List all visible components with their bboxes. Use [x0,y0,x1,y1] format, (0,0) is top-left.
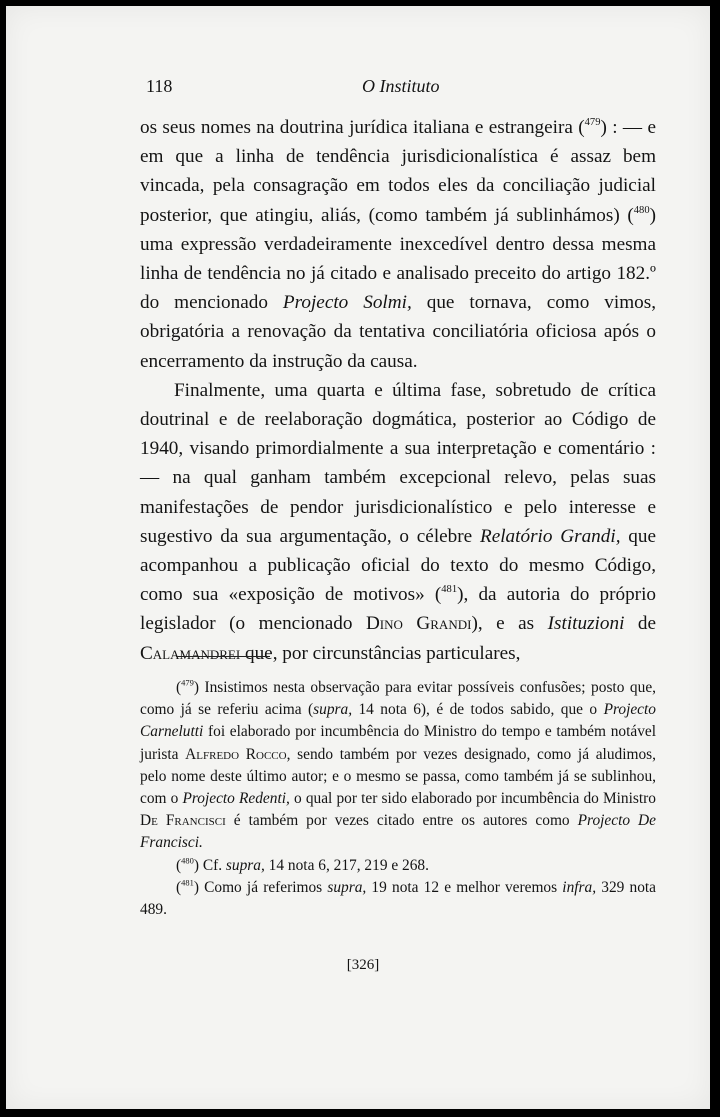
text-segment: que acompanhou a publicação oficial do texto do mesmo Código, como sua «exposição de motivos» ( [140,525,656,606]
text-segment: os seus nomes na doutrina jurídica italiana e estrangeira ( [140,117,585,138]
footnote-ref-479: 479 [584,117,601,129]
author-de-francisci: De Francisci [140,812,226,830]
footnote-481: ($^{481}$) Como já referimos supra, 19 nota 12 e melhor veremos infra, 329 nota 489. [140,877,656,919]
text-segment: ), da autoria do próprio legislador (o mencionado [140,584,656,635]
text-segment: 329 nota 489. [140,878,656,919]
italic-text: supra, [225,856,265,874]
title-projecto-carnelutti: Projecto Carnelutti [140,701,656,741]
author-alfredo-rocco: Alfredo Rocco [185,745,287,763]
text-segment: ) : — e em que a linha de tendência jurisdicionalística é assaz bem vincada, pela consagração em todos eles da conciliação judicial posterior, que atingiu, aliás, (como também já sublinhámos) ( [140,117,656,226]
text-segment: é também por vezes citado entre os autores como [225,812,578,830]
text-segment: foi elaborado por incumbência do Ministro do tempo e também notável jurista [140,723,656,763]
italic-text: supra, [327,878,367,896]
text-segment: Cf. [202,856,226,874]
folio-number: [326] [346,957,380,973]
title-istituzioni: Istituzioni [547,613,625,635]
footnote-number: 479 [181,677,194,688]
text-segment: Como já referimos [204,878,328,896]
text-segment: de [624,613,657,635]
title-relatorio-grandi: Relatório Grandi, [479,525,621,547]
text-segment: ), e as [471,613,548,635]
title-projecto-de-francisci: Projecto De Francisci. [140,812,657,852]
text-segment: Finalmente, uma quarta e última fase, sobretudo de crítica doutrinal e de reelaboração dogmática, posterior ao Código de 1940, visando primordialmente a sua interpretação e comentário : — na qual ganham também excepcional relevo, pelas suas manifestações de pendor jurisdicionalístico e pelo interesse e sugestivo da sua argumentação, o célebre [140,379,656,547]
text-segment: que, por circunstâncias particulares, [240,642,521,664]
body-text [140,113,656,668]
text-segment: que tornava, como vimos, obrigatória a renovação da tentativa conciliatória oficiosa após o encerramento da instrução da causa. [140,292,656,372]
footnote-480: ($^{480}$) Cf. supra, 14 nota 6, 217, 219 e 268. [176,855,429,874]
italic-text: supra, [313,701,353,719]
italic-text: infra, [562,878,597,896]
author-calamandrei: Calamandrei [140,642,241,664]
footnote-ref-481: 481 [441,584,458,596]
text-segment: o qual por ter sido elaborado por incumbência do Ministro [289,790,656,808]
text-segment: , sendo também por vezes designado, como já aludimos, pelo nome deste último autor; e o mesmo se passa, como também já se sublinhou, com o [140,745,656,808]
text-segment: ) uma expressão verdadeiramente inexcedível dentro dessa mesma linha de tendência no já citado e analisado preceito do artigo 182.º do mencionado [140,204,656,314]
text-segment: Insistimos nesta observação para evitar possíveis confusões; posto que, como já se referiu acima ( [140,679,656,719]
folio [0,957,720,974]
footnotes [140,677,656,921]
text-segment: 19 nota 12 e melhor veremos [366,878,563,896]
text-segment: 14 nota 6), é de todos sabido, que o [352,701,604,719]
paragraph-1 [140,113,656,376]
page-number: 118 [146,76,173,96]
title-projecto-redenti: Projecto Redenti, [182,790,290,808]
footnote-number: 480 [181,855,194,866]
footnote-separator [176,656,270,657]
footnote-479: ($^{479}$) Insistimos nesta observação para evitar possíveis confusões; posto que, como já se referiu acima (supra, 14 nota 6), é de todos sabido, que o Projecto Carnelutti foi elaborado por incumbência do Ministro do tempo e também notável jurista Alfredo Rocco, sendo também por vezes designado, como já aludimos, pelo nome deste último autor; e o mesmo se passa, como também já se sublinhou, com o Projecto Redenti, o qual por ter sido elaborado por incumbência do Ministro De Francisci é também por vezes citado entre os autores como Projecto De Francisci. [140,677,657,852]
author-dino-grandi: Dino Grandi [365,613,472,635]
footnote-number: 481 [181,877,194,888]
running-head [146,76,670,102]
text-segment: 14 nota 6, 217, 219 e 268. [264,856,429,874]
paragraph-2 [140,376,656,668]
footnote-ref-480: 480 [633,204,650,216]
running-title: O Instituto [362,76,440,96]
title-projecto-solmi: Projecto Solmi, [282,292,412,314]
